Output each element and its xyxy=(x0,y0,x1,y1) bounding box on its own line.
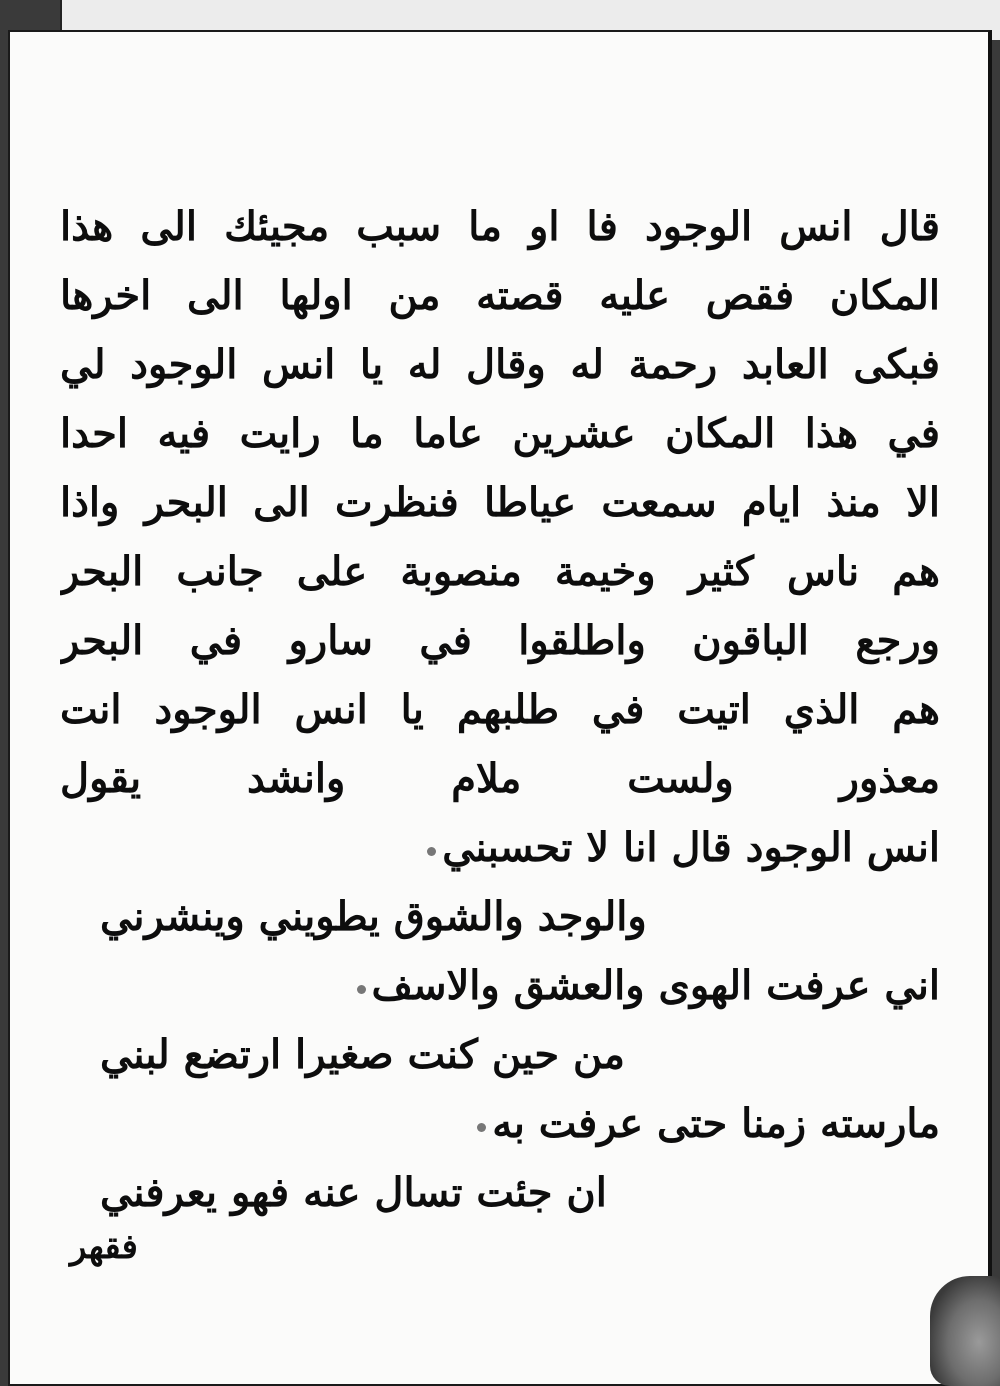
manuscript-page xyxy=(8,30,992,1386)
verse-3-first-text: مارسته زمنا حتى عرفت به xyxy=(492,1100,940,1147)
text-line-8: هم الذي اتيت في طلبهم يا انس الوجود انت xyxy=(60,686,940,733)
manuscript-text xyxy=(60,192,940,1227)
page-edge-shadow xyxy=(988,40,992,1386)
verse-1-first-hemistich xyxy=(60,813,940,882)
catchword: فقهر xyxy=(70,1227,138,1267)
verse-3-second-hemistich: ان جئت تسال عنه فهو يعرفني xyxy=(100,1169,607,1216)
verse-1-first-text: انس الوجود قال انا لا تحسبني xyxy=(442,824,940,871)
verse-marker xyxy=(427,847,436,856)
text-line-7: ورجع الباقون واطلقوا في سارو في البحر xyxy=(60,617,940,664)
verse-3-first-hemistich xyxy=(60,1089,940,1158)
verse-marker xyxy=(477,1123,486,1132)
verse-marker xyxy=(357,985,366,994)
text-line-1: قال انس الوجود فا او ما سبب مجيئك الى هذا xyxy=(60,203,940,250)
text-line-6: هم ناس كثير وخيمة منصوبة على جانب البحر xyxy=(60,548,940,595)
text-line-5: الا منذ ايام سمعت عياطا فنظرت الى البحر واذا xyxy=(60,479,940,526)
verse-2-first-hemistich xyxy=(60,951,940,1020)
verse-1-second-hemistich: والوجد والشوق يطويني وينشرني xyxy=(100,893,647,940)
text-line-2: المكان فقص عليه قصته من اولها الى اخرها xyxy=(60,272,940,319)
text-line-9: معذور ولست ملام وانشد يقول xyxy=(60,755,940,802)
text-line-4: في هذا المكان عشرين عاما ما رايت فيه احدا xyxy=(60,410,940,457)
text-line-3: فبكى العابد رحمة له وقال له يا انس الوجود لي xyxy=(60,341,940,388)
thumb-holding-page xyxy=(930,1276,1000,1386)
verse-2-first-text: اني عرفت الهوى والعشق والاسف xyxy=(371,962,940,1009)
verse-2-second-hemistich: من حين كنت صغيرا ارتضع لبني xyxy=(100,1031,625,1078)
